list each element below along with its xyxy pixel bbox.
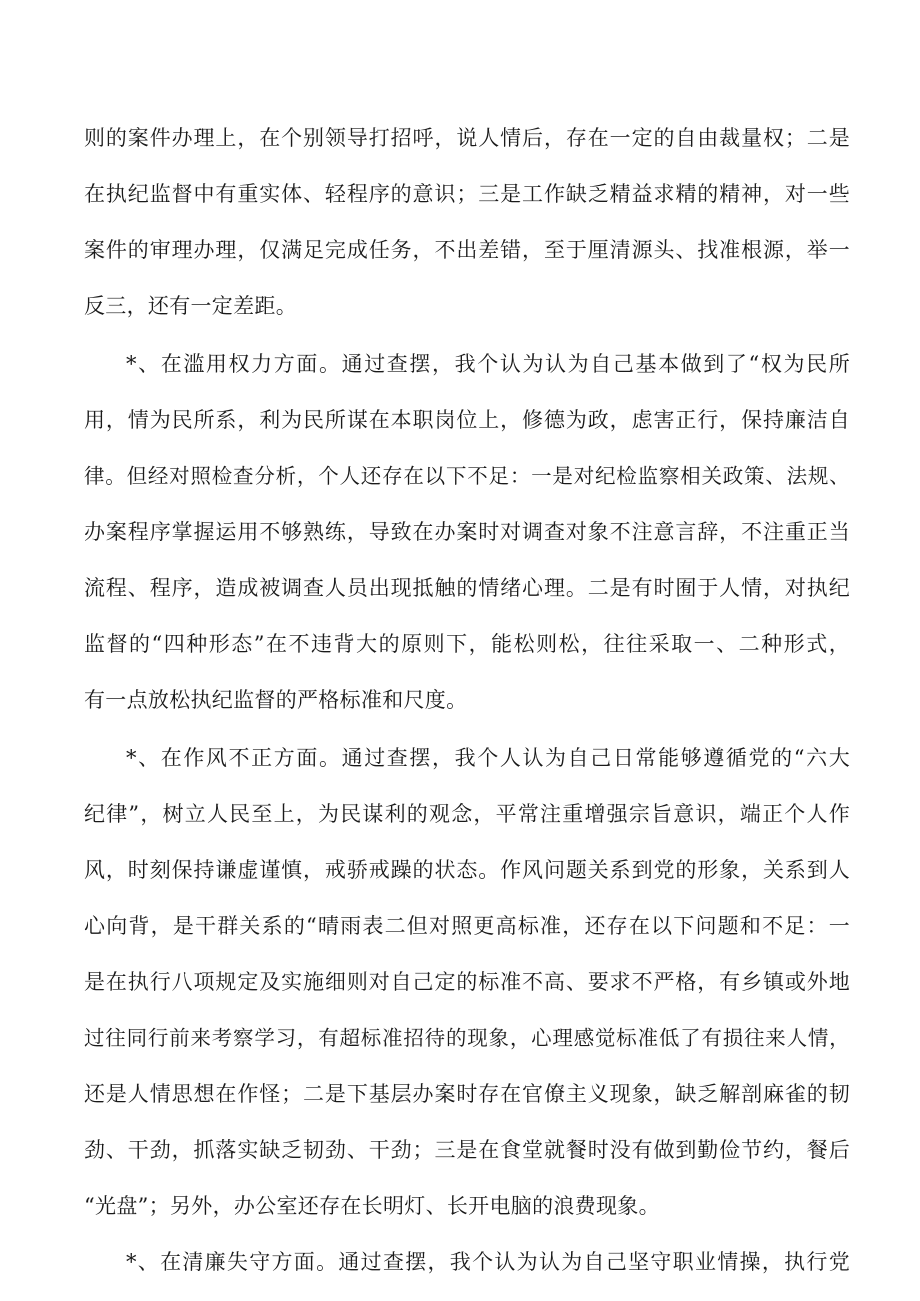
text-line: 过往同行前来考察学习，有超标准招待的现象，心理感觉标准低了有损往来人情， <box>84 1026 850 1050</box>
text-line: 是在执行八项规定及实施细则对自己定的标准不高、要求不严格，有乡镇或外地 <box>84 970 850 994</box>
text-line: 用，情为民所系，利为民所谋在本职岗位上，修德为政，虑害正行，保持廉洁自 <box>84 408 850 432</box>
text-line: 案件的审理办理，仅满足完成任务，不出差错，至于厘清源头、找准根源，举一 <box>84 238 850 262</box>
text-line: *、在清廉失守方面。通过查摆，我个认为认为自己坚守职业情操，执行党 <box>126 1250 850 1274</box>
text-line: *、在滥用权力方面。通过查摆，我个认为认为自己基本做到了“权为民所 <box>126 352 850 376</box>
text-line: 反三，还有一定差距。 <box>84 294 297 318</box>
text-line: 律。但经对照检查分析，个人还存在以下不足：一是对纪检监察相关政策、法规、 <box>84 464 850 488</box>
text-line: 办案程序掌握运用不够熟练，导致在办案时对调查对象不注意言辞，不注重正当 <box>84 520 850 544</box>
text-line: 监督的“四种形态”在不违背大的原则下，能松则松，往往采取一、二种形式， <box>84 632 850 656</box>
text-line: 风，时刻保持谦虚谨慎，戒骄戒躁的状态。作风问题关系到党的形象，关系到人 <box>84 858 850 882</box>
text-line: 劲、干劲，抓落实缺乏韧劲、干劲；三是在食堂就餐时没有做到勤俭节约，餐后 <box>84 1138 850 1162</box>
text-line: 则的案件办理上，在个别领导打招呼，说人情后，存在一定的自由裁量权；二是 <box>84 126 850 150</box>
text-line: “光盘”；另外，办公室还存在长明灯、长开电脑的浪费现象。 <box>84 1194 660 1218</box>
text-line: 在执纪监督中有重实体、轻程序的意识；三是工作缺乏精益求精的精神，对一些 <box>84 182 850 206</box>
text-line: 有一点放松执纪监督的严格标准和尺度。 <box>84 688 468 712</box>
text-line: 流程、程序，造成被调查人员出现抵触的情绪心理。二是有时囿于人情，对执纪 <box>84 576 850 600</box>
text-line: *、在作风不正方面。通过查摆，我个人认为自己日常能够遵循党的“六大 <box>126 746 850 770</box>
text-line: 还是人情思想在作怪；二是下基层办案时存在官僚主义现象，缺乏解剖麻雀的韧 <box>84 1082 850 1106</box>
text-line: 纪律”，树立人民至上，为民谋利的观念，平常注重增强宗旨意识，端正个人作 <box>84 802 850 826</box>
text-line: 心向背，是干群关系的“晴雨表二但对照更高标准，还存在以下问题和不足：一 <box>84 914 850 938</box>
